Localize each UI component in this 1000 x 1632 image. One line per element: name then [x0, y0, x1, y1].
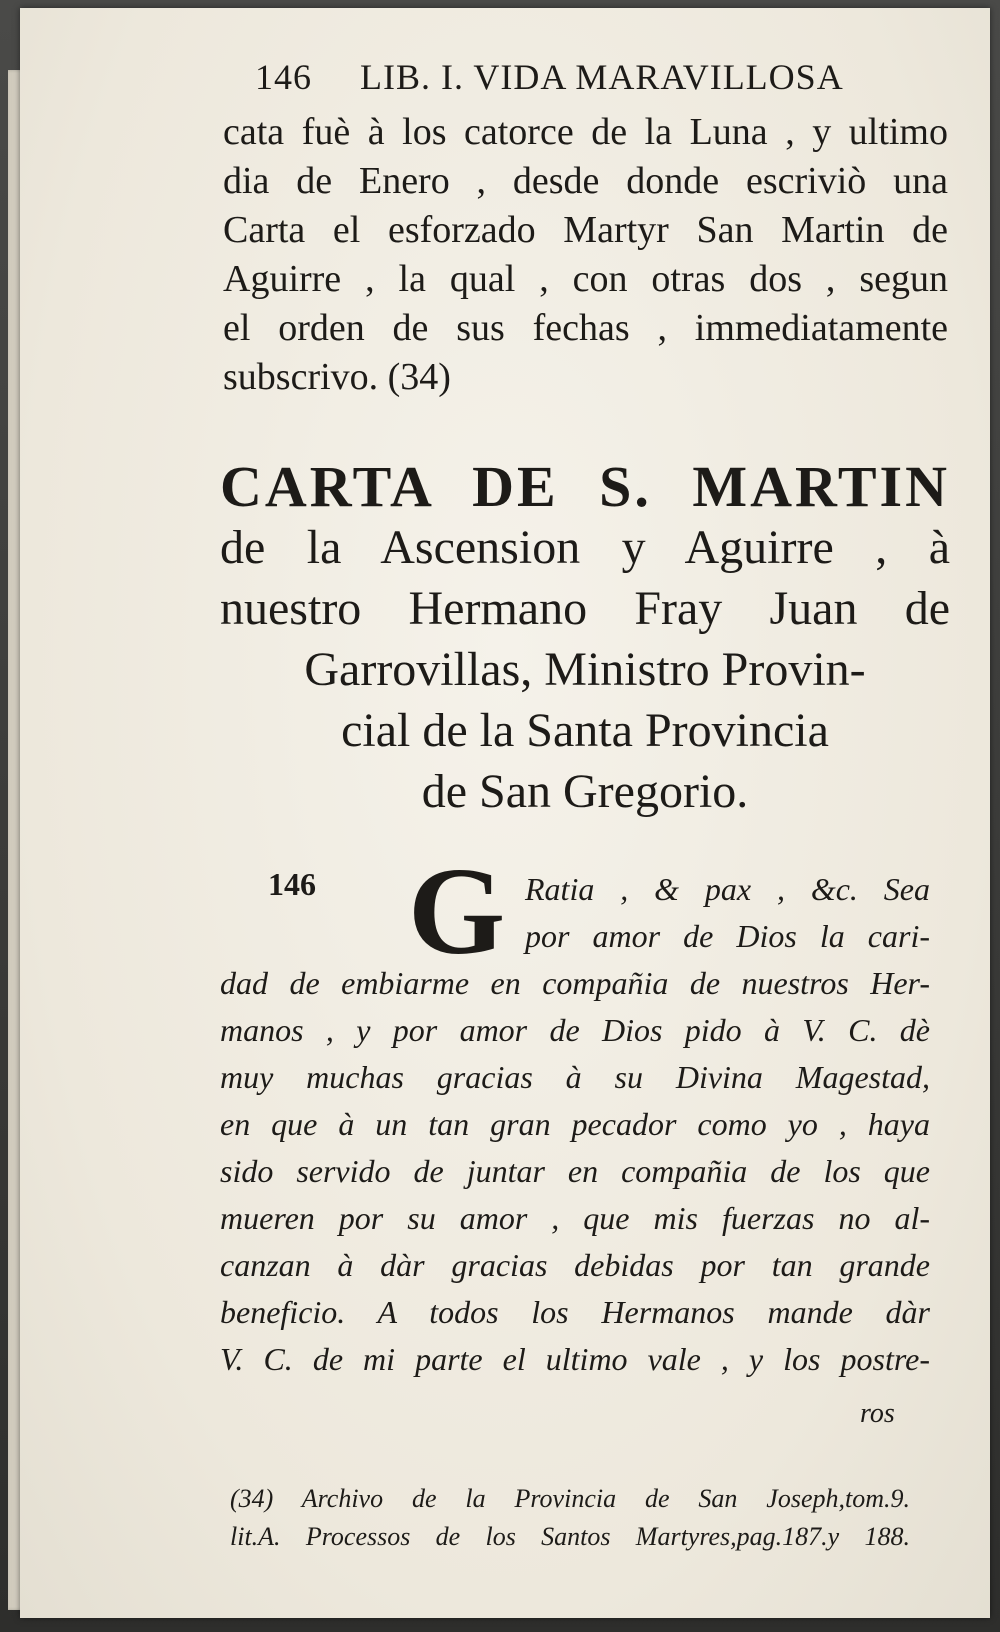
- title-line: cial de la Santa Provincia: [341, 704, 829, 757]
- title-line: CARTA DE S. MARTIN: [220, 454, 950, 519]
- catchword: ros: [860, 1398, 895, 1429]
- body-line: subscrivo. (34): [223, 356, 451, 398]
- letter-line: Ratia , & pax , &c. Sea: [525, 871, 930, 907]
- letter-line: muy muchas gracias à su Divina Magestad,: [220, 1059, 930, 1095]
- footnote-line: lit.A. Processos de los Santos Martyres,pag.187.y 188.: [230, 1522, 910, 1551]
- letter-line: dad de embiarme en compañia de nuestros Her-: [220, 965, 930, 1001]
- letter-line: por amor de Dios la cari-: [525, 918, 930, 954]
- letter-line: V. C. de mi parte el ultimo vale , y los postre-: [220, 1341, 930, 1377]
- title-line: nuestro Hermano Fray Juan de: [220, 582, 950, 635]
- footnote: [230, 1480, 910, 1556]
- letter-title: [220, 456, 950, 822]
- body-line: cata fuè à los catorce de la Luna , y ultimo: [223, 111, 948, 153]
- book-page: [20, 8, 990, 1618]
- body-line: dia de Enero , desde donde escriviò una: [223, 160, 948, 202]
- title-line: de San Gregorio.: [421, 765, 749, 818]
- letter-line: en que à un tan gran pecador como yo , haya: [220, 1106, 930, 1142]
- letter-line: manos , y por amor de Dios pido à V. C. dè: [220, 1012, 930, 1048]
- page-number: 146: [255, 57, 312, 97]
- letter-line: mueren por su amor , que mis fuerzas no al-: [220, 1200, 930, 1236]
- footnote-line: (34) Archivo de la Provincia de San Joseph,tom.9.: [230, 1484, 910, 1513]
- body-line: Carta el esforzado Martyr San Martin de: [223, 209, 948, 251]
- body-line: Aguirre , la qual , con otras dos , segun: [223, 258, 948, 300]
- margin-number: 146: [268, 866, 316, 902]
- running-header: [255, 56, 855, 98]
- letter-line: canzan à dàr gracias debidas por tan grande: [220, 1247, 930, 1283]
- running-title: LIB. I. VIDA MARAVILLOSA: [360, 57, 844, 97]
- letter-line: beneficio. A todos los Hermanos mande dàr: [220, 1294, 930, 1330]
- letter-line: sido servido de juntar en compañia de los que: [220, 1153, 930, 1189]
- title-line: Garrovillas, Ministro Provin-: [304, 643, 866, 696]
- drop-cap: G: [408, 843, 506, 981]
- body-text: [223, 108, 948, 402]
- body-line: el orden de sus fechas , immediatamente: [223, 307, 948, 349]
- letter-text: [220, 866, 930, 1383]
- title-line: de la Ascension y Aguirre , à: [220, 521, 950, 574]
